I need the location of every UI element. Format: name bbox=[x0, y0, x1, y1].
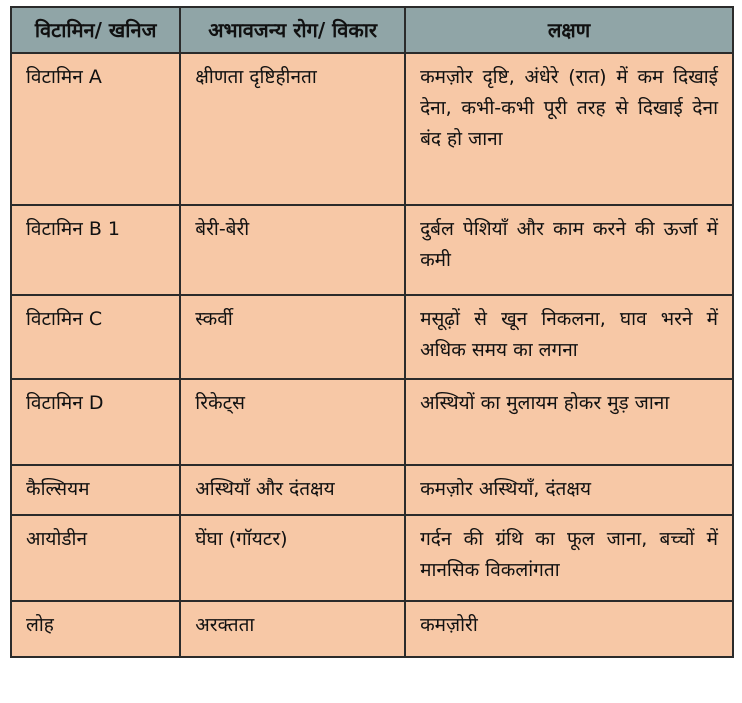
symptom-cell: अस्थियों का मुलायम होकर मुड़ जाना bbox=[405, 379, 733, 465]
header-vitamin-mineral: विटामिन/ खनिज bbox=[11, 7, 180, 53]
table-row bbox=[11, 295, 733, 379]
table-row bbox=[11, 601, 733, 657]
symptom-cell: कमज़ोरी bbox=[405, 601, 733, 657]
disease-cell: अस्थियाँ और दंतक्षय bbox=[180, 465, 405, 515]
disease-cell: अरक्तता bbox=[180, 601, 405, 657]
deficiency-table bbox=[10, 6, 734, 658]
disease-cell: घेंघा (गॉयटर) bbox=[180, 515, 405, 601]
disease-cell: बेरी-बेरी bbox=[180, 205, 405, 295]
disease-cell: क्षीणता दृष्टिहीनता bbox=[180, 53, 405, 205]
disease-cell: स्कर्वी bbox=[180, 295, 405, 379]
disease-cell: रिकेट्स bbox=[180, 379, 405, 465]
table-row bbox=[11, 379, 733, 465]
header-deficiency-disease: अभावजन्य रोग/ विकार bbox=[180, 7, 405, 53]
nutrient-cell: विटामिन A bbox=[11, 53, 180, 205]
symptom-cell: कमज़ोर अस्थियाँ, दंतक्षय bbox=[405, 465, 733, 515]
nutrient-cell: कैल्सियम bbox=[11, 465, 180, 515]
symptom-cell: गर्दन की ग्रंथि का फूल जाना, बच्चों में मानसिक विकलांगता bbox=[405, 515, 733, 601]
symptom-cell: मसूढ़ों से खून निकलना, घाव भरने में अधिक समय का लगना bbox=[405, 295, 733, 379]
nutrient-cell: आयोडीन bbox=[11, 515, 180, 601]
symptom-cell: कमज़ोर दृष्टि, अंधेरे (रात) में कम दिखाई देना, कभी-कभी पूरी तरह से दिखाई देना बंद हो जाना bbox=[405, 53, 733, 205]
table-row bbox=[11, 465, 733, 515]
table-row bbox=[11, 205, 733, 295]
nutrient-cell: विटामिन C bbox=[11, 295, 180, 379]
table-row bbox=[11, 53, 733, 205]
nutrient-cell: विटामिन D bbox=[11, 379, 180, 465]
symptom-cell: दुर्बल पेशियाँ और काम करने की ऊर्जा में कमी bbox=[405, 205, 733, 295]
table-row bbox=[11, 515, 733, 601]
nutrient-cell: लोह bbox=[11, 601, 180, 657]
nutrient-cell: विटामिन B 1 bbox=[11, 205, 180, 295]
header-row bbox=[11, 7, 733, 53]
header-symptoms: लक्षण bbox=[405, 7, 733, 53]
